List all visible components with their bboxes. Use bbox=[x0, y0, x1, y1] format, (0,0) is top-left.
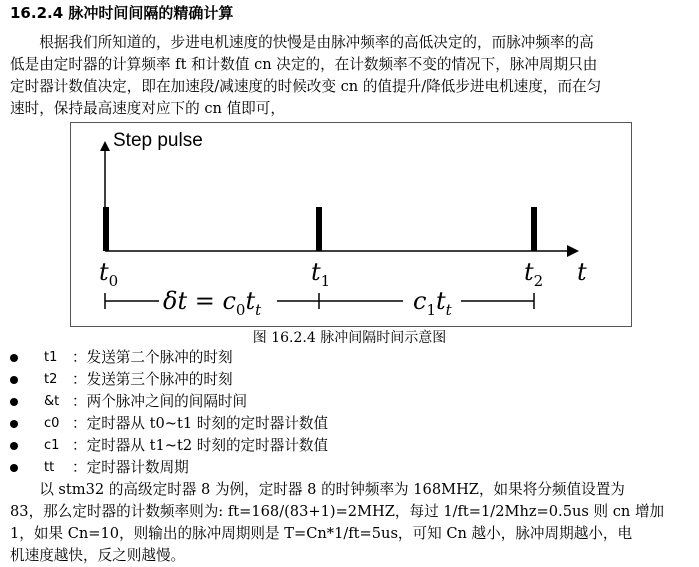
bullet-icon bbox=[10, 464, 18, 472]
paragraph-line: 机速度越快，反之则越慢。 bbox=[10, 547, 186, 564]
bullet-icon bbox=[10, 376, 18, 384]
t0-label: $t_0$ bbox=[99, 258, 119, 290]
interval1-equation: $\delta t = c_0t_t$ bbox=[163, 287, 262, 319]
paragraph-line: 低是由定时器的计算频率 ft 和计数值 cn 决定的，在计数频率不变的情况下，脉冲周期只由 bbox=[10, 56, 598, 73]
intro-paragraph bbox=[10, 32, 690, 120]
list-item-desc: ：两个脉冲之间的间隔时间 bbox=[72, 393, 248, 410]
list-item-symbol: &t bbox=[44, 394, 60, 409]
y-axis-label: Step pulse bbox=[113, 130, 203, 151]
list-item-symbol: c0 bbox=[44, 416, 60, 431]
bullet-icon bbox=[10, 420, 18, 428]
section-heading: 16.2.4 脉冲时间间隔的精确计算 bbox=[10, 4, 234, 22]
pulse-t1 bbox=[316, 207, 322, 251]
list-item-symbol: t1 bbox=[44, 350, 58, 365]
paragraph-line: 1，如果 Cn=10，则输出的脉冲周期则是 T=Cn*1/ft=5us，可知 Cn 越小，脉冲周期越小，电 bbox=[10, 525, 633, 542]
paragraph-line: 以 stm32 的高级定时器 8 为例，定时器 8 的时钟频率为 168MHZ，如果将分频值设置为 bbox=[10, 481, 625, 498]
pulse-diagram bbox=[71, 123, 631, 326]
t2-label: $t_2$ bbox=[524, 258, 544, 290]
list-item-symbol: c1 bbox=[44, 438, 60, 453]
paragraph-line: 根据我们所知道的，步进电机速度的快慢是由脉冲频率的高低决定的，而脉冲频率的高 bbox=[10, 34, 594, 51]
list-item-symbol: tt bbox=[44, 460, 55, 475]
bullet-icon bbox=[10, 354, 18, 362]
paragraph-line: 83，那么定时器的计数频率则为: ft=168/(83+1)=2MHZ，每过 1/ft=1/2Mhz=0.5us 则 cn 增加 bbox=[10, 503, 665, 520]
x-axis-arrow bbox=[567, 245, 579, 257]
pulse-t0 bbox=[103, 207, 109, 251]
t1-label: $t_1$ bbox=[311, 258, 331, 290]
list-item-symbol: t2 bbox=[44, 372, 58, 387]
list-item-desc: ：发送第三个脉冲的时刻 bbox=[72, 371, 233, 388]
pulse-t2 bbox=[531, 207, 537, 251]
list-item-desc: ：定时器从 t0~t1 时刻的定时器计数值 bbox=[72, 415, 329, 432]
example-paragraph bbox=[10, 479, 690, 567]
paragraph-line: 速时，保持最高速度对应下的 cn 值即可， bbox=[10, 100, 285, 117]
y-axis-arrow bbox=[100, 141, 110, 151]
pulse-interval-figure bbox=[70, 122, 632, 327]
bullet-icon bbox=[10, 442, 18, 450]
figure-caption: 图 16.2.4 脉冲间隔时间示意图 bbox=[252, 330, 447, 346]
list-item-desc: ：定时器从 t1~t2 时刻的定时器计数值 bbox=[72, 437, 329, 454]
list-item-desc: ：定时器计数周期 bbox=[72, 459, 189, 476]
x-axis-label: t bbox=[577, 258, 587, 286]
paragraph-line: 定时器计数值决定，即在加速段/减速度的时候改变 cn 的值提升/降低步进电机速度，而在匀 bbox=[10, 78, 602, 95]
bullet-icon bbox=[10, 398, 18, 406]
interval2-equation: $c_1t_t$ bbox=[413, 287, 452, 319]
list-item-desc: ：发送第二个脉冲的时刻 bbox=[72, 349, 233, 366]
